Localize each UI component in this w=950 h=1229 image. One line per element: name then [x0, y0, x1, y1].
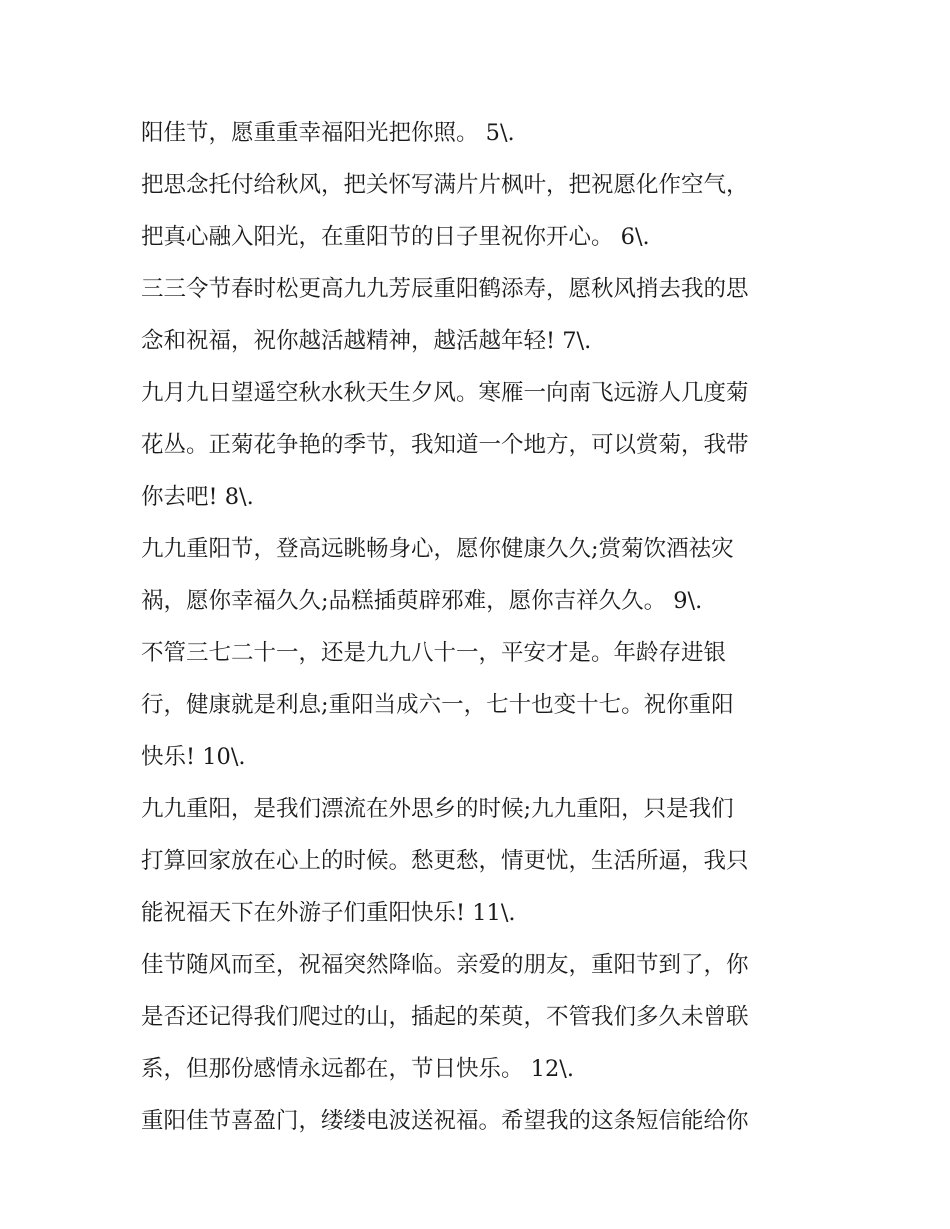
text-line: 不管三七二十一，还是九九八十一，平安才是。年龄存进银	[141, 640, 727, 666]
text-line: 把思念托付给秋风，把关怀写满片片枫叶，把祝愿化作空气，	[141, 172, 749, 198]
text-line: 重阳佳节喜盈门，缕缕电波送祝福。希望我的这条短信能给你	[141, 1108, 749, 1134]
text-line: 快乐! 10\.	[141, 744, 246, 770]
text-line: 九九重阳，是我们漂流在外思乡的时候;九九重阳，只是我们	[141, 796, 734, 822]
text-line: 花丛。正菊花争艳的季节，我知道一个地方，可以赏菊，我带	[141, 432, 749, 458]
text-line: 系，但那份感情永远都在，节日快乐。 12\.	[141, 1056, 575, 1082]
text-line: 是否还记得我们爬过的山，插起的茱萸，不管我们多久未曾联	[141, 1004, 749, 1030]
document-body	[141, 107, 821, 1147]
text-line: 九月九日望遥空秋水秋天生夕风。寒雁一向南飞远游人几度菊	[141, 380, 749, 406]
text-line: 你去吧! 8\.	[141, 484, 254, 510]
text-line: 佳节随风而至，祝福突然降临。亲爱的朋友，重阳节到了，你	[141, 952, 749, 978]
text-line: 能祝福天下在外游子们重阳快乐! 11\.	[141, 900, 516, 926]
text-line: 阳佳节，愿重重幸福阳光把你照。 5\.	[141, 120, 515, 146]
text-line: 九九重阳节，登高远眺畅身心，愿你健康久久;赏菊饮酒祛灾	[141, 536, 734, 562]
text-line: 祸，愿你幸福久久;品糕插萸辟邪难，愿你吉祥久久。 9\.	[141, 588, 703, 614]
text-line: 把真心融入阳光，在重阳节的日子里祝你开心。 6\.	[141, 224, 650, 250]
text-line: 打算回家放在心上的时候。愁更愁，情更忧，生活所逼，我只	[141, 848, 749, 874]
text-line: 行，健康就是利息;重阳当成六一，七十也变十七。祝你重阳	[141, 692, 734, 718]
text-line: 三三令节春时松更高九九芳辰重阳鹤添寿，愿秋风捎去我的思	[141, 276, 749, 302]
text-line: 念和祝福，祝你越活越精神，越活越年轻! 7\.	[141, 328, 592, 354]
